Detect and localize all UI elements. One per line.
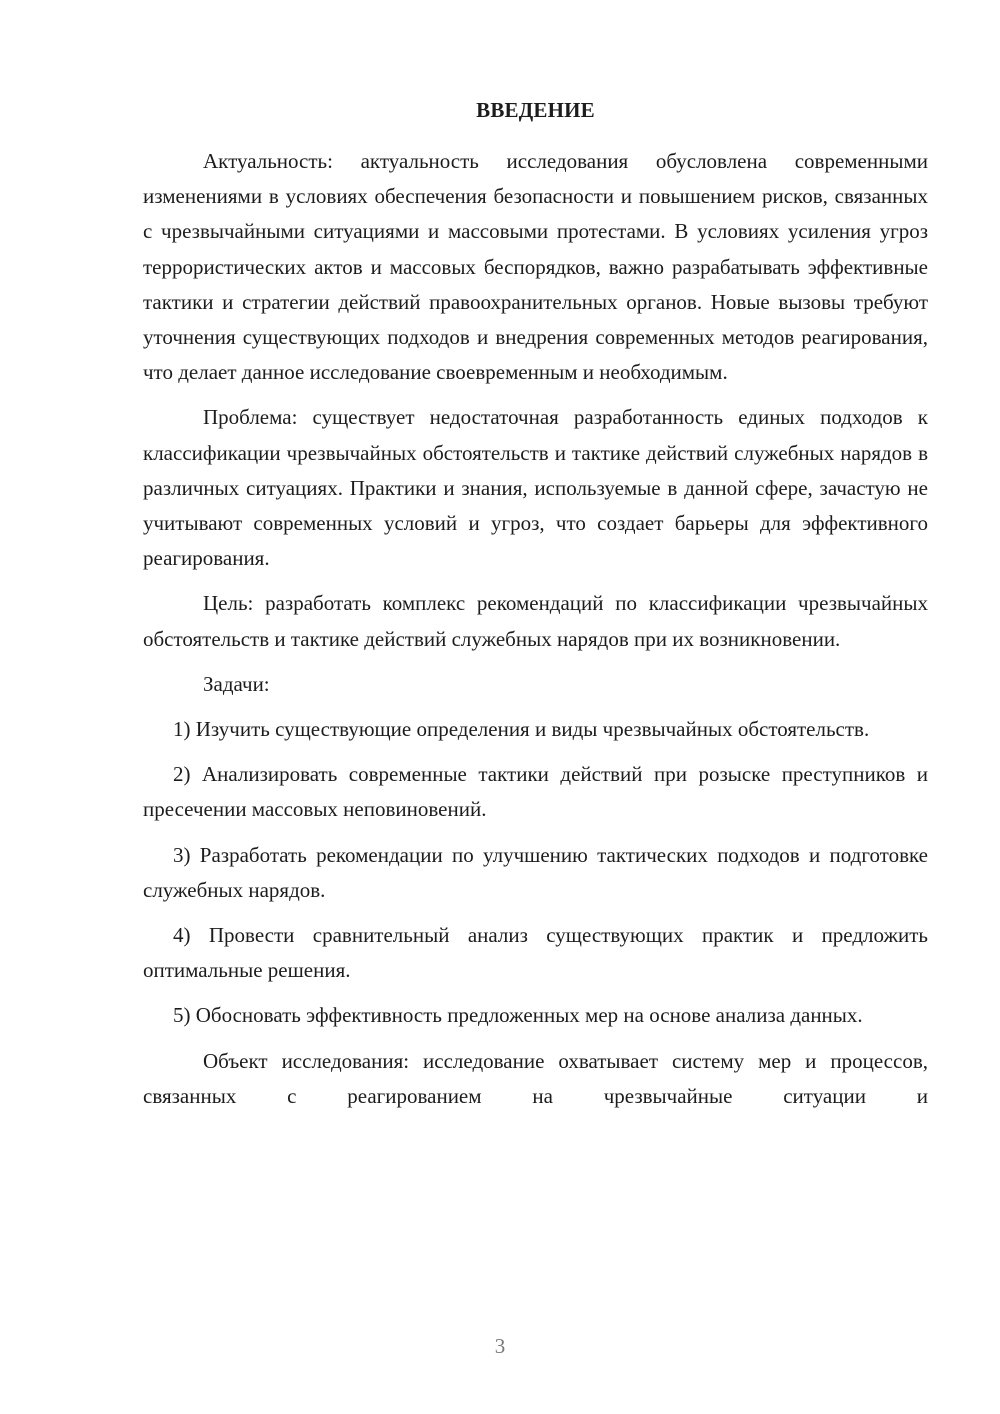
section-heading: ВВЕДЕНИЕ [476, 98, 595, 122]
page-number: 3 [494, 1334, 506, 1358]
problem-paragraph: Проблема: существует недостаточная разработанность единых подходов к классификации чрезвычайных обстоятельств и тактике действий служебных нарядов в различных ситуациях. Практики и знания, используемые в данной сфере, зачастую не учитывают современных условий и угроз, что создает барьеры для эффективного реагирования. [143, 405, 928, 571]
tasks-label: Задачи: [203, 671, 270, 696]
task-item: 5) Обосновать эффективность предложенных мер на основе анализа данных. [173, 1003, 863, 1028]
goal-paragraph: Цель: разработать комплекс рекомендаций по классификации чрезвычайных обстоятельств и тактике действий служебных нарядов при их возникновении. [143, 591, 928, 651]
task-item: 3) Разработать рекомендации по улучшению тактических подходов и подготовке служебных нарядов. [143, 842, 928, 902]
task-item: 2) Анализировать современные тактики действий при розыске преступников и пресечении массовых неповиновений. [143, 762, 928, 822]
object-paragraph: Объект исследования: исследование охватывает систему мер и процессов, связанных с реагированием на чрезвычайные ситуации и [143, 1048, 928, 1108]
relevance-paragraph: Актуальность: актуальность исследования обусловлена современными изменениями в условиях обеспечения безопасности и повышением рисков, связанных с чрезвычайными ситуациями и массовыми протестами. В условиях усиления угроз террористических актов и массовых беспорядков, важно разрабатывать эффективные тактики и стратегии действий правоохранительных органов. Новые вызовы требуют уточнения существующих подходов и внедрения современных методов реагирования, что делает данное исследование своевременным и необходимым. [143, 149, 928, 385]
task-item: 4) Провести сравнительный анализ существующих практик и предложить оптимальные решения. [143, 923, 928, 983]
task-item: 1) Изучить существующие определения и виды чрезвычайных обстоятельств. [173, 717, 870, 742]
page-content [143, 92, 928, 1114]
